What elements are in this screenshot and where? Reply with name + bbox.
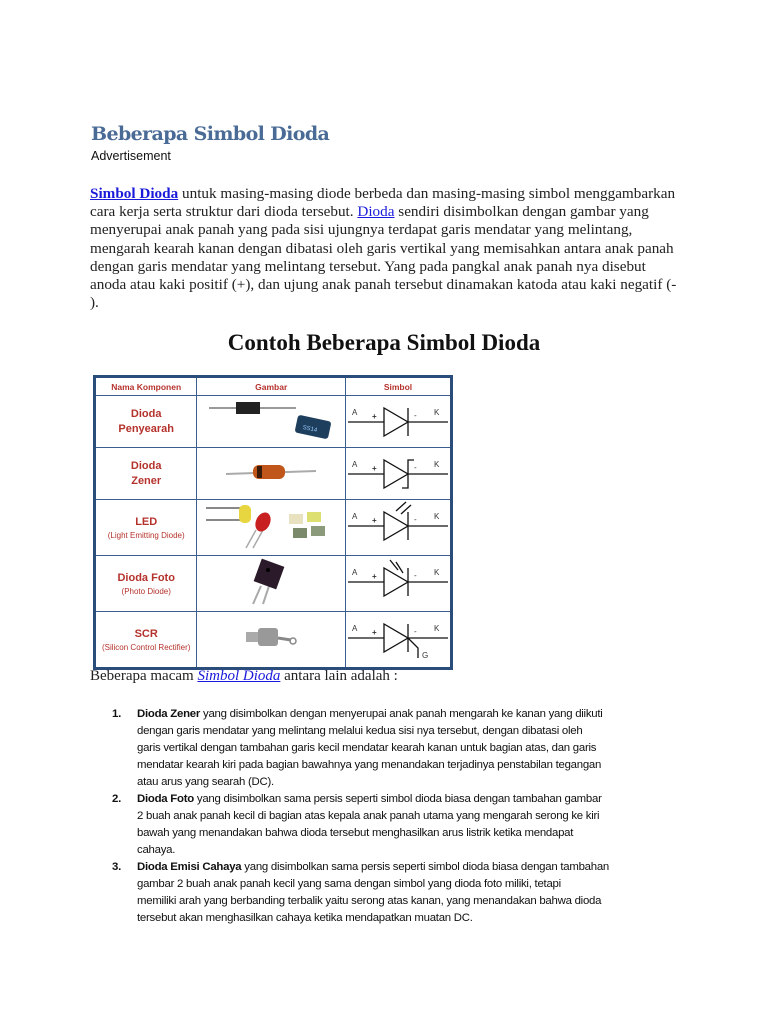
name: Dioda Foto (117, 571, 175, 584)
zener-symbol (346, 448, 452, 500)
minus-label: - (414, 411, 417, 420)
list-number: 3. (112, 861, 121, 873)
text: mendatar kearah kiri pada bagian bawahnya yang menandakan terjadinya penstabilan tegangan (137, 759, 602, 771)
list-item (100, 791, 690, 859)
plus-label: + (372, 628, 377, 637)
minus-label: - (414, 515, 417, 524)
led-diode-symbol-graphic (346, 500, 450, 550)
subtitle: (Silicon Control Rectifier) (101, 642, 191, 652)
photodiode-image (201, 556, 341, 606)
table-row (95, 448, 452, 500)
table-row (95, 396, 452, 448)
text: dengan garis mendatar yang melintang melalui kedua sisi nya tersebut, dengan dibatasi oleh (137, 725, 583, 737)
minus-label: - (414, 463, 417, 472)
rectifier-diode-image (201, 396, 341, 442)
component-name (95, 612, 197, 669)
subtitle: (Photo Diode) (121, 586, 171, 596)
text: bawah yang menandakan bahwa dioda tersebut menghasilkan arus listrik ketika mendapat (137, 827, 574, 839)
plus-label: + (372, 572, 377, 581)
diode-symbol (346, 396, 452, 448)
advertisement-label: Advertisement (91, 149, 171, 163)
component-image (197, 556, 346, 612)
subtitle: (Light Emitting Diode) (107, 530, 185, 540)
text: anoda atau kaki positif (+), dan ujung anak panah tersebut dinamakan katoda atau kaki negatif (- (90, 276, 677, 294)
text: tersebut akan menghasilkan cahaya ketika mendapatkan muatan DC. (137, 912, 473, 924)
text: sendiri disimbolkan dengan gambar yang (394, 203, 649, 221)
text: yang disimbolkan dengan menyerupai anak panah mengarah ke kanan yang diikuti (200, 708, 603, 720)
list-item (100, 706, 690, 791)
text: cahaya. (137, 844, 176, 856)
text: gambar 2 buah anak panah kecil yang sama dengan simbol yang dioda foto miliki, tetapi (137, 878, 561, 890)
text: dengan garis mendatar yang melintang tersebut. Yang pada pangkal anak panah nya disebut (90, 257, 646, 275)
text: yang disimbolkan sama persis seperti simbol dioda biasa dengan tambahan gambar (193, 793, 602, 805)
text: garis vertikal dengan tambahan garis kecil mendatar kearah kanan untuk bagian atas, dan garis (137, 742, 597, 754)
cathode-label: K (434, 408, 440, 417)
minus-label: - (414, 627, 417, 636)
zener-diode-image (201, 448, 341, 494)
normal-diode-symbol-graphic (346, 396, 450, 442)
figure-title: Contoh Beberapa Simbol Dioda (227, 330, 541, 355)
led-image (201, 500, 341, 550)
text: atau arus yang searah (DC). (137, 776, 274, 788)
text: antara lain adalah : (280, 668, 398, 684)
text: untuk masing-masing diode berbeda dan masing-masing simbol menggambarkan (178, 185, 676, 202)
text: mengarah kearah kanan dengan dibatasi oleh garis vertikal yang memisahkan antara anak panah (90, 239, 674, 257)
text: ). (90, 294, 99, 312)
anode-label: A (352, 408, 358, 417)
text: menyerupai anak panah yang pada sisi ujungnya terdapat garis mendatar yang melintang, (90, 221, 633, 239)
anode-label: A (352, 624, 358, 633)
component-image (197, 612, 346, 669)
simbol-dioda-link[interactable]: Simbol Dioda (90, 185, 179, 202)
cathode-label: K (434, 568, 440, 577)
anode-label: A (352, 460, 358, 469)
header-nama: Nama Komponen (95, 377, 197, 396)
anode-label: A (352, 568, 358, 577)
component-name (95, 500, 197, 556)
dioda-link[interactable]: Dioda (357, 203, 395, 221)
diode-types-list (100, 706, 690, 927)
table-row (95, 612, 452, 669)
term: Dioda Zener (137, 708, 201, 720)
text: 2 buah anak panah kecil di bagian atas kepala anak panah utama yang mengarah serong ke kiri (137, 810, 600, 822)
intro-paragraph (90, 185, 676, 312)
photo-diode-symbol-graphic (346, 556, 450, 606)
text: cara kerja serta struktur dari dioda tersebut. (90, 203, 358, 221)
diode-symbol-table (93, 375, 453, 670)
plus-label: + (372, 516, 377, 525)
list-item (100, 859, 690, 927)
table-row (95, 500, 452, 556)
name: LED (135, 515, 158, 528)
cathode-label: K (434, 624, 440, 633)
component-name (95, 448, 197, 500)
name: Penyearah (118, 422, 175, 435)
term: Dioda Emisi Cahaya (137, 861, 242, 873)
scr-diode-symbol-graphic (346, 612, 450, 662)
text: memiliki arah yang berbanding terbalik yaitu serong atas kanan, yang menandakan bahwa dioda (137, 895, 602, 907)
list-number: 1. (112, 708, 121, 720)
plus-label: + (372, 464, 377, 473)
table-row (95, 556, 452, 612)
component-image (197, 500, 346, 556)
cathode-label: K (434, 512, 440, 521)
text: yang disimbolkan sama persis seperti simbol dioda biasa dengan tambahan (241, 861, 609, 873)
chip-label: SS14 (302, 424, 318, 434)
component-image (197, 448, 346, 500)
photodiode-symbol (346, 556, 452, 612)
name: SCR (134, 627, 158, 640)
anode-label: A (352, 512, 358, 521)
cathode-label: K (434, 460, 440, 469)
minus-label: - (414, 571, 417, 580)
led-symbol (346, 500, 452, 556)
scr-symbol (346, 612, 452, 669)
component-name (95, 396, 197, 448)
list-intro (90, 668, 398, 685)
article-title: Beberapa Simbol Dioda (91, 123, 330, 145)
component-name (95, 556, 197, 612)
zener-diode-symbol-graphic (346, 448, 450, 494)
list-number: 2. (112, 793, 121, 805)
scr-image (201, 614, 341, 660)
name: Dioda (130, 407, 162, 420)
component-image (197, 396, 346, 448)
header-gambar: Gambar (197, 377, 346, 396)
gate-label: G (422, 651, 429, 660)
plus-label: + (372, 412, 377, 421)
simbol-dioda-link-2[interactable]: Simbol Dioda (197, 668, 281, 684)
name: Zener (131, 474, 162, 487)
term: Dioda Foto (137, 793, 194, 805)
text: Beberapa macam (90, 668, 198, 684)
header-simbol: Simbol (346, 377, 452, 396)
name: Dioda (130, 459, 162, 472)
